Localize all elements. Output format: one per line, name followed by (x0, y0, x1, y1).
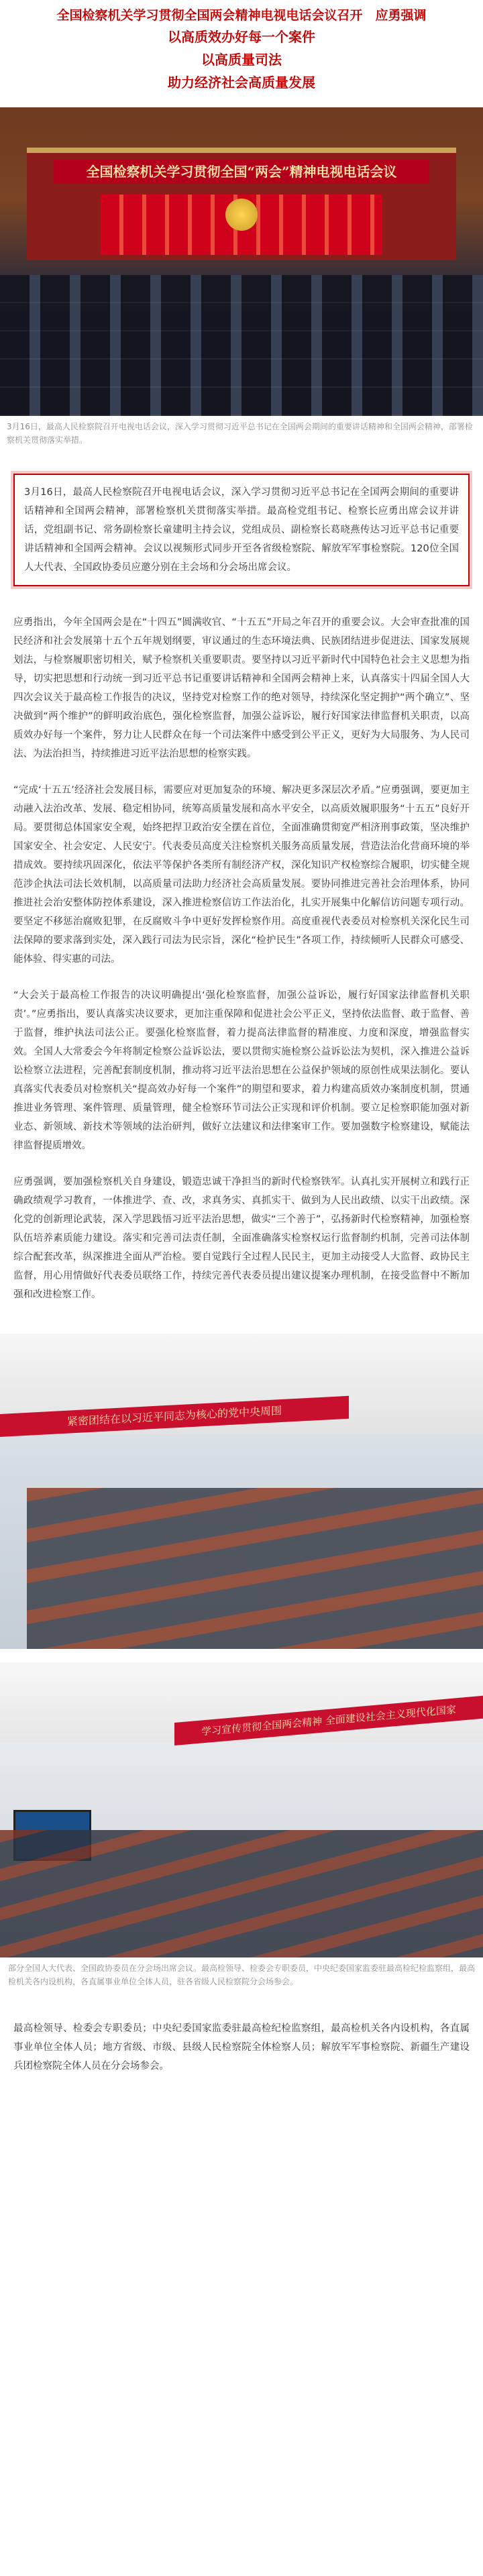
article-headline (0, 0, 483, 94)
venue-photo-2 (0, 1662, 483, 1957)
photo-caption-venue: 部分全国人大代表、全国政协委员在分会场出席会议。最高检领导、检委会专职委员，中央纪委国家监委驻最高检纪检监察组，最高检机关各内设机构，各直属事业单位全体人员，驻各省级人民检察院分会场参会。 (8, 1964, 476, 1986)
venue-banner-2: 学习宣传贯彻全国两会精神 全面建设社会主义现代化国家 (174, 1696, 483, 1746)
venue-photo-1 (0, 1334, 483, 1649)
paragraph-1: 应勇指出，今年全国两会是在“十四五”圆满收官、“十五五”开局之年召开的重要会议。大会审查批准的国民经济和社会发展第十五个五年规划纲要，审议通过的生态环境法典、民族团结进步促进法、国家发展规划法，与检察履职密切相关，赋予检察机关重要职责。要坚持以习近平新时代中国特色社会主义思想为指导，切实把思想和行动统一到习近平总书记重要讲话精神和全国两会精神上来，认真落实十四届全国人大四次会议关于最高检工作报告的决议，坚持党对检察工作的绝对领导，持续深化坚定拥护“两个确立”、坚决做到“两个维护”的鲜明政治底色，强化检察监督，加强公益诉讼，履行好国家法律监督机关职责，以高质效办好每一个案件，努力让人民群众在每一个司法案件中感受到公平正义，更好为大局服务、为人民司法、为法治担当，持续推进习近平法治思想的检察实践。 (13, 617, 470, 759)
lead-summary-box: 3月16日，最高人民检察院召开电视电话会议，深入学习贯彻习近平总书记在全国两会期间的重要讲话精神和全国两会精神，部署检察机关贯彻落实举措。最高检党组书记、检察长应勇出席会议并讲话，党组副书记、常务副检察长童建明主持会议，党组成员、副检察长葛晓燕传达习近平总书记重要讲话精神和全国两会精神。会议以视频形式同步开至各省级检察院、解放军军事检察院。120位全国人大代表、全国政协委员应邀分别在主会场和分会场出席会议。 (13, 474, 470, 586)
meeting-tables-1 (27, 1488, 483, 1649)
paragraph-4: 应勇强调，要加强检察机关自身建设，锻造忠诚干净担当的新时代检察铁军。认真扎实开展树立和践行正确政绩观学习教育，一体推进学、查、改，求真务实、真抓实干、做到为人民出政绩、以实干出政绩。深化党的创新理论武装，深入学思践悟习近平法治思想，做实“三个善于”，弘扬新时代检察精神，加强检察队伍培养素质能力建设。落实和完善司法责任制，全面准确落实检察权运行监督制约机制，完善司法体制综合配套改革，纵深推进全面从严治检。要自觉践行全过程人民民主，更加主动接受人大监督、政协民主监督，用心用情做好代表委员联络工作，持续完善代表委员提出建议提案办理机制，在接受监督中不断加强和改进检察工作。 (13, 1177, 470, 1300)
meeting-photo-main (0, 107, 483, 416)
meeting-banner: 全国检察机关学习贯彻全国“两会”精神电视电话会议 (54, 160, 429, 184)
national-emblem-icon (225, 199, 258, 231)
headline-line-3: 以高质量司法 (201, 52, 282, 68)
audience-seats (0, 275, 483, 416)
photo-caption-main: 3月16日，最高人民检察院召开电视电话会议，深入学习贯彻习近平总书记在全国两会期间的重要讲话精神和全国两会精神，部署检察机关贯彻落实举措。 (7, 422, 473, 445)
paragraph-3: “大会关于最高检工作报告的决议明确提出‘强化检察监督，加强公益诉讼，履行好国家法律监督机关职责’。”应勇指出，要认真落实决议要求，更加注重保障和促进社会公平正义，坚持依法监督、敢于监督、善于监督，维护执法司法公正。要强化检察监督，着力提高法律监督的精准度、力度和深度，增强监督实效。全国人大常委会今年将制定检察公益诉讼法，要以贯彻实施检察公益诉讼法为契机，深入推进公益诉讼检察立法进程，完善配套制度机制，推动将习近平法治思想在公益保护领域的原创性成果法制化。要认真落实代表委员对检察机关“提高效办好每一个案件”的期望和要求，着力构建高质效办案制度机制，贯通推进业务管理、案件管理、质量管理，健全检察环节司法公正实现和评价机制。要立足检察职能加强对新业态、新领域、新技术等领域的法治研判，做好立法建议和法律案审工作。要加强数字检察建设，赋能法律监督提质增效。 (13, 990, 470, 1151)
paragraph-5: 最高检领导、检委会专职委员；中央纪委国家监委驻最高检纪检监察组，最高检机关各内设机构，各直属事业单位全体人员；地方省级、市级、县级人民检察院全体检察人员；解放军军事检察院、新疆生产建设兵团检察院全体人员在分会场参会。 (13, 2023, 470, 2072)
venue-banner-1: 紧密团结在以习近平同志为核心的党中央周围 (0, 1396, 349, 1437)
headline-line-4: 助力经济社会高质量发展 (168, 74, 315, 91)
paragraph-2: “完成‘十五五’经济社会发展目标，需要应对更加复杂的环境、解决更多深层次矛盾。”应勇强调，要更加主动融入法治改革、发展、稳定相协同，统筹高质量发展和高水平安全，以高质效履职服务“十五五”良好开局。要贯彻总体国家安全观，始终把捍卫政治安全摆在首位，全面准确贯彻宽严相济刑事政策，坚决维护国家安全、社会安定、人民安宁。代表委员高度关注检察机关服务高质量发展，营造法治化营商环境的举措成效。要持续巩固深化，依法平等保护各类所有制经济产权，深化知识产权检察综合履职，切实健全规范涉企执法司法长效机制，以高质量司法助力经济社会高质量发展。要协同推进完善社会治理体系，协同推进社会治安整体防控体系建设，深入推进检察信访工作法治化，扎实开展集中化解信访问题专项行动。要坚定不移惩治腐败犯罪，在反腐败斗争中更好发挥检察作用。高度重视代表委员对检察机关深化民生司法保障的要求落到实处，深入践行司法为民宗旨，深化“检护民生”各项工作，持续倾听人民群众可感受、能体验、得实惠的司法。 (13, 785, 470, 965)
headline-line-1: 全国检察机关学习贯彻全国两会精神电视电话会议召开 应勇强调 (56, 8, 427, 23)
meeting-tables-2 (0, 1830, 483, 1957)
headline-line-2: 以高质效办好每一个案件 (168, 29, 315, 45)
